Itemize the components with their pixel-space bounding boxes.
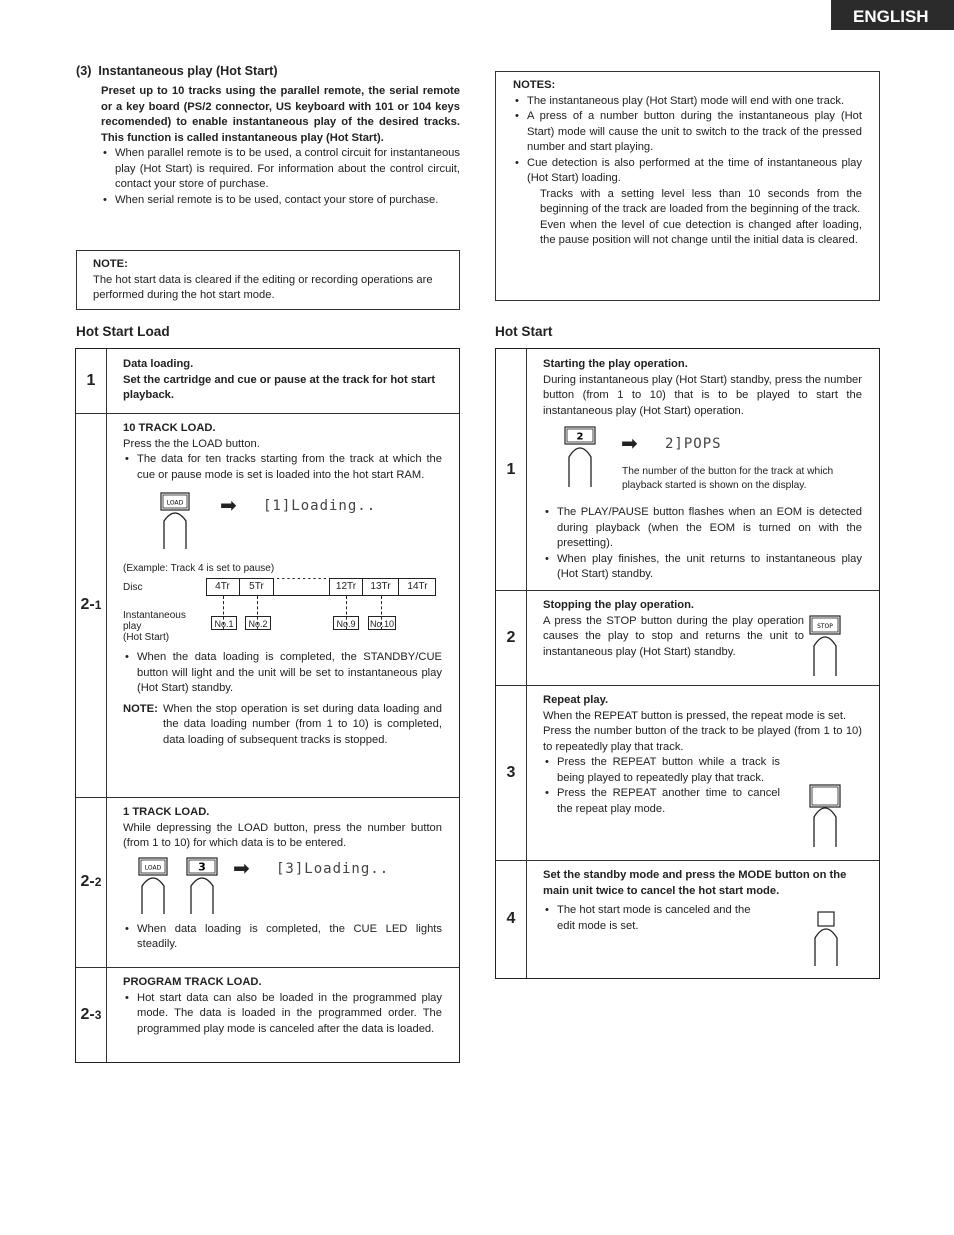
step-title: Data loading. (123, 358, 194, 370)
notes-bullet: • A press of a number button during the instantaneous play (Hot Start) mode will cause the unit to switch to the track of the pressed number and start playing. (513, 109, 862, 156)
display-readout: [1]Loading.. (263, 498, 377, 514)
display-caption: The number of the button for the track at which playback started is shown on the display. (622, 466, 834, 491)
step-bullet: • The hot start mode is canceled and the edit mode is set. (543, 903, 762, 934)
step-title: Repeat play. (543, 694, 609, 706)
mode-button-illustration (812, 910, 842, 973)
step-title: Starting the play operation. (543, 358, 688, 370)
step-text: During instantaneous play (Hot Start) standby, press the number button (from 1 to 10) that is to be played to start the instantaneous play (Hot Start) operation. (543, 373, 862, 417)
step-number: 2 (496, 590, 527, 685)
section-number: (3) (76, 64, 92, 78)
step-note: NOTE: When the stop operation is set during data loading and the data loading number (from 1 to 10) is completed, data loading of subsequent tracks is stopped. (123, 702, 442, 746)
intro-bullet: • When parallel remote is to be used, a control circuit for instantaneous play (Hot Start) is required. For information about the control circuit, contact your store of purchase. (101, 146, 460, 193)
stop-button-illustration (808, 614, 844, 683)
repeat-button-illustration (808, 783, 844, 854)
step-text: Press the the LOAD button. (123, 437, 260, 450)
step-text: Set the cartridge and cue or pause at the track for hot start playback. (123, 373, 436, 401)
hot-start-heading: Hot Start (495, 324, 553, 339)
step-number: 1 (496, 349, 527, 590)
notes-sub1: Tracks with a setting level less than 10 seconds from the beginning of the track are loaded from the beginning of the track. (540, 187, 862, 215)
disc-track: 4Tr (206, 578, 240, 595)
hot-start-intro (76, 64, 460, 208)
step-title: Set the standby mode and press the MODE button on the main unit twice to cancel the hot start mode. (543, 869, 847, 897)
hot-start-slot: No.10 (368, 616, 396, 630)
hot-step-3 (496, 685, 879, 861)
hot-step-1 (496, 349, 879, 591)
hot-start-slot: No.9 (333, 616, 359, 630)
language-tab: ENGLISH (831, 0, 954, 30)
svg-text:LOAD: LOAD (144, 864, 162, 871)
note-box (76, 250, 460, 310)
arrow-right-icon: ➡ (233, 857, 250, 880)
notes-bullet: • Cue detection is also performed at the time of instantaneous play (Hot Start) loading. (513, 156, 862, 187)
step-number: 2- 2 (76, 797, 107, 967)
notes-box (495, 71, 880, 301)
display-readout: [3]Loading.. (276, 860, 390, 877)
step-title: 10 TRACK LOAD. (123, 422, 216, 434)
hot-step-4 (496, 860, 879, 978)
step-bullet: • The data for ten tracks starting from the track at which the cue or pause mode is set is loaded into the hot start RAM. (123, 452, 442, 483)
step-text: When the REPEAT button is pressed, the repeat mode is set. (543, 709, 847, 722)
notes-bullet: • The instantaneous play (Hot Start) mode will end with one track. (513, 94, 862, 110)
step-bullet: • When the data loading is completed, the STANDBY/CUE button will light and the unit will be set to instantaneous play (Hot Start) standby. (123, 650, 442, 697)
intro-bullet: • When serial remote is to be used, contact your store of purchase. (101, 193, 460, 209)
step-bullet: • Press the REPEAT another time to cancel the repeat play mode. (543, 786, 780, 817)
hot-start-slot: No.2 (245, 616, 271, 630)
example-caption: (Example: Track 4 is set to pause) (123, 563, 275, 574)
hot-step-2 (496, 590, 879, 686)
hot-start-load-heading: Hot Start Load (76, 324, 170, 339)
number-button-illustration (563, 425, 597, 494)
hot-start-table (495, 348, 880, 979)
step-bullet: • Press the REPEAT button while a track is being played to repeatedly play that track. (543, 755, 780, 786)
intro-lead: Preset up to 10 tracks using the parallel remote, the serial remote or a key board (PS/2 connector, US keyboard with 101 or 104 keys recomended) to enable instantaneous play of the desired tracks. This function is called instantaneous play (Hot Start). (101, 85, 460, 144)
svg-text:3: 3 (198, 860, 206, 873)
step-number: 2- 3 (76, 967, 107, 1062)
notes-title: NOTES: (513, 79, 556, 91)
note-title: NOTE: (93, 258, 128, 270)
load-step-1 (76, 349, 459, 414)
load-step-2-3 (76, 967, 459, 1062)
step-text: A press the STOP button during the play operation causes the play to stop and returns the unit to instantaneous play (Hot Start) standby. (543, 614, 804, 658)
instantaneous-label: Instantaneous play (Hot Start) (123, 610, 186, 643)
load-step-2-2 (76, 797, 459, 968)
track-mapping-diagram (123, 578, 442, 650)
load-button-illustration (159, 491, 193, 558)
arrow-right-icon: ➡ (621, 433, 638, 455)
notes-sub2: Even when the level of cue detection is changed after loading, the pause position will not change until the initial data is cleared. (540, 218, 862, 246)
step-bullet: • When data loading is completed, the CUE LED lights steadily. (123, 922, 442, 953)
disc-track: 12Tr (329, 578, 363, 595)
disc-track: 13Tr (363, 578, 399, 595)
load-step-2-1 (76, 413, 459, 798)
step-number: 4 (496, 860, 527, 978)
step-text: Press the number button of the track to be played (from 1 to 10) to repeatedly play that track. (543, 725, 862, 753)
disc-track: 5Tr (240, 578, 274, 595)
disc-label: Disc (123, 582, 143, 593)
step-bullet: • Hot start data can also be loaded in the programmed play mode. The data is loaded in the programmed order. The programmed play mode is canceled after the data is loaded. (123, 991, 442, 1038)
step-title: Stopping the play operation. (543, 599, 695, 611)
section-title: Instantaneous play (Hot Start) (98, 64, 278, 78)
disc-track: 14Tr (407, 581, 428, 592)
step-text: While depressing the LOAD button, press the number button (from 1 to 10) for which data is to be entered. (123, 821, 442, 849)
svg-text:LOAD: LOAD (166, 499, 184, 507)
arrow-right-icon: ➡ (220, 495, 237, 517)
step-bullet: • When play finishes, the unit returns to instantaneous play (Hot Start) standby. (543, 552, 862, 583)
step-number: 3 (496, 685, 527, 860)
note-text: The hot start data is cleared if the editing or recording operations are performed during the hot start mode. (93, 273, 433, 301)
step-bullet: • The PLAY/PAUSE button flashes when an EOM is detected during playback (when the EOM is turned on with the presetting). (543, 505, 862, 552)
step-title: 1 TRACK LOAD. (123, 806, 210, 818)
hot-start-slot: No.1 (211, 616, 237, 630)
hot-start-load-table (75, 348, 460, 1063)
display-readout: 2]POPS (665, 436, 722, 452)
disc-track-gap (274, 578, 329, 595)
number-button-illustration (185, 856, 219, 921)
load-button-illustration (137, 856, 171, 921)
svg-text:2: 2 (576, 431, 584, 443)
step-title: PROGRAM TRACK LOAD. (123, 976, 262, 988)
step-number: 1 (76, 349, 107, 413)
svg-text:STOP: STOP (817, 623, 833, 630)
step-number: 2- 1 (76, 413, 107, 797)
